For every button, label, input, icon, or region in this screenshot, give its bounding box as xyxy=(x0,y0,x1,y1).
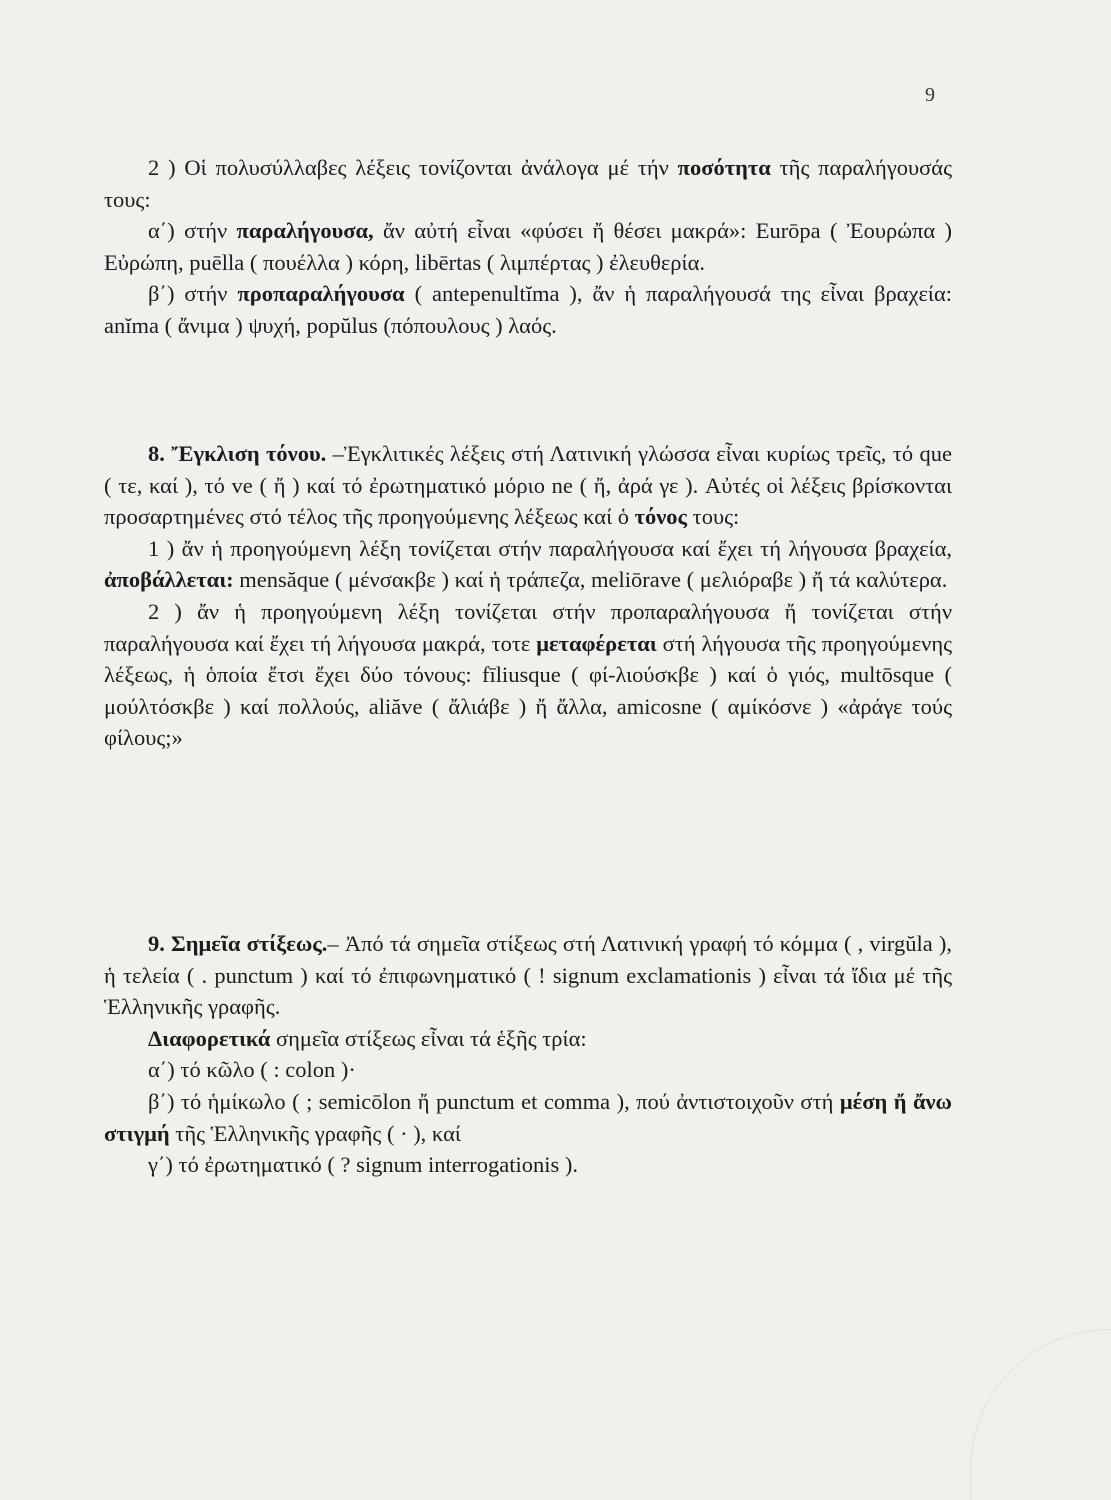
page-number: 9 xyxy=(925,84,935,106)
paragraph: β΄) στήν προπαραλήγουσα ( antepenultĭma ), ἄν ἡ παραλήγουσά της εἶναι βραχεία: anĭma ( ἄνιμα ) ψυχή, popŭlus (πόπουλους ) λαός. xyxy=(104,281,952,338)
section-punctuation xyxy=(104,928,952,1181)
section-accent-rules xyxy=(104,152,952,342)
section-heading: 8. Ἔγκλιση τόνου. xyxy=(148,441,327,466)
paragraph: γ΄) τό ἐρωτηματικό ( ? signum interrogationis ). xyxy=(148,1152,579,1178)
paragraph: Διαφορετικά σημεῖα στίξεως εἶναι τά ἑξῆς τρία: xyxy=(148,1025,587,1051)
paragraph: α΄) στήν παραλήγουσα, ἄν αὐτή εἶναι «φύσει ἤ θέσει μακρά»: Eurōpa ( Ἐουρώπα ) Εὐρώπη, puēlla ( πουέλλα ) κόρη, libērtas ( λιμπέρτας ) ἐλευθερία. xyxy=(104,218,952,275)
paragraph: 9. Σημεῖα στίξεως.– Ἀπό τά σημεῖα στίξεως στή Λατινική γραφή τό κόμμα ( , virgŭla ), ἡ τελεία ( . punctum ) καί τό ἐπιφωνηματικό ( ! signum exclamationis ) εἶναι τά ἴδια μέ τῆς Ἑλληνικῆς γραφῆς. xyxy=(104,931,953,1020)
stamp-mark xyxy=(970,1329,1111,1500)
paragraph: 2 ) Οἱ πολυσύλλαβες λέξεις τονίζονται ἀνάλογα μέ τήν ποσότητα τῆς παραλήγουσάς τους: xyxy=(104,155,952,212)
paragraph: 2 ) ἄν ἡ προηγούμενη λέξη τονίζεται στήν προπαραλήγουσα ἤ τονίζεται στήν παραλήγουσα καί ἔχει τή λήγουσα μακρά, τοτε μεταφέρεται στή λήγουσα τῆς προηγούμενης λέξεως, ἡ ὁποία ἔτσι ἔχει δύο τόνους: fīliusque ( φί-λιούσκβε ) καί ὁ γιός, multōsque ( μούλτόσκβε ) καί πολλούς, aliăve ( ἄλιάβε ) ἤ ἄλλα, amicosne ( αμίκόσνε ) «ἀράγε τούς φίλους;» xyxy=(104,598,952,751)
section-enclisis xyxy=(104,438,952,754)
paragraph: α΄) τό κῶλο ( : colon )· xyxy=(148,1057,356,1083)
section-heading: 9. Σημεῖα στίξεως. xyxy=(148,931,328,956)
paragraph: 1 ) ἄν ἡ προηγούμενη λέξη τονίζεται στήν παραλήγουσα καί ἔχει τή λήγουσα βραχεία, ἀποβάλλεται: mensăque ( μένσακβε ) καί ἡ τράπεζα, meliōrave ( μελιόραβε ) ἤ τά καλύτερα. xyxy=(104,535,952,593)
paragraph: 8. Ἔγκλιση τόνου. –Ἐγκλιτικές λέξεις στή Λατινική γλώσσα εἶναι κυρίως τρεῖς, τό que ( τε, καί ), τό ve ( ἤ ) καί τό ἐρωτηματικό μόριο ne ( ἤ, ἀρά γε ). Αὐτές οἱ λέξεις βρίσκονται προσαρτημένες στό τέλος τῆς προηγούμενης λέξεως καί ὁ τόνος τους: xyxy=(104,441,953,530)
paragraph: β΄) τό ἡμίκωλο ( ; semicōlon ἤ punctum et comma ), πού ἀντιστοιχοῦν στή μέση ἤ ἄνω στιγμή τῆς Ἑλληνικῆς γραφῆς ( · ), καί xyxy=(104,1088,952,1146)
